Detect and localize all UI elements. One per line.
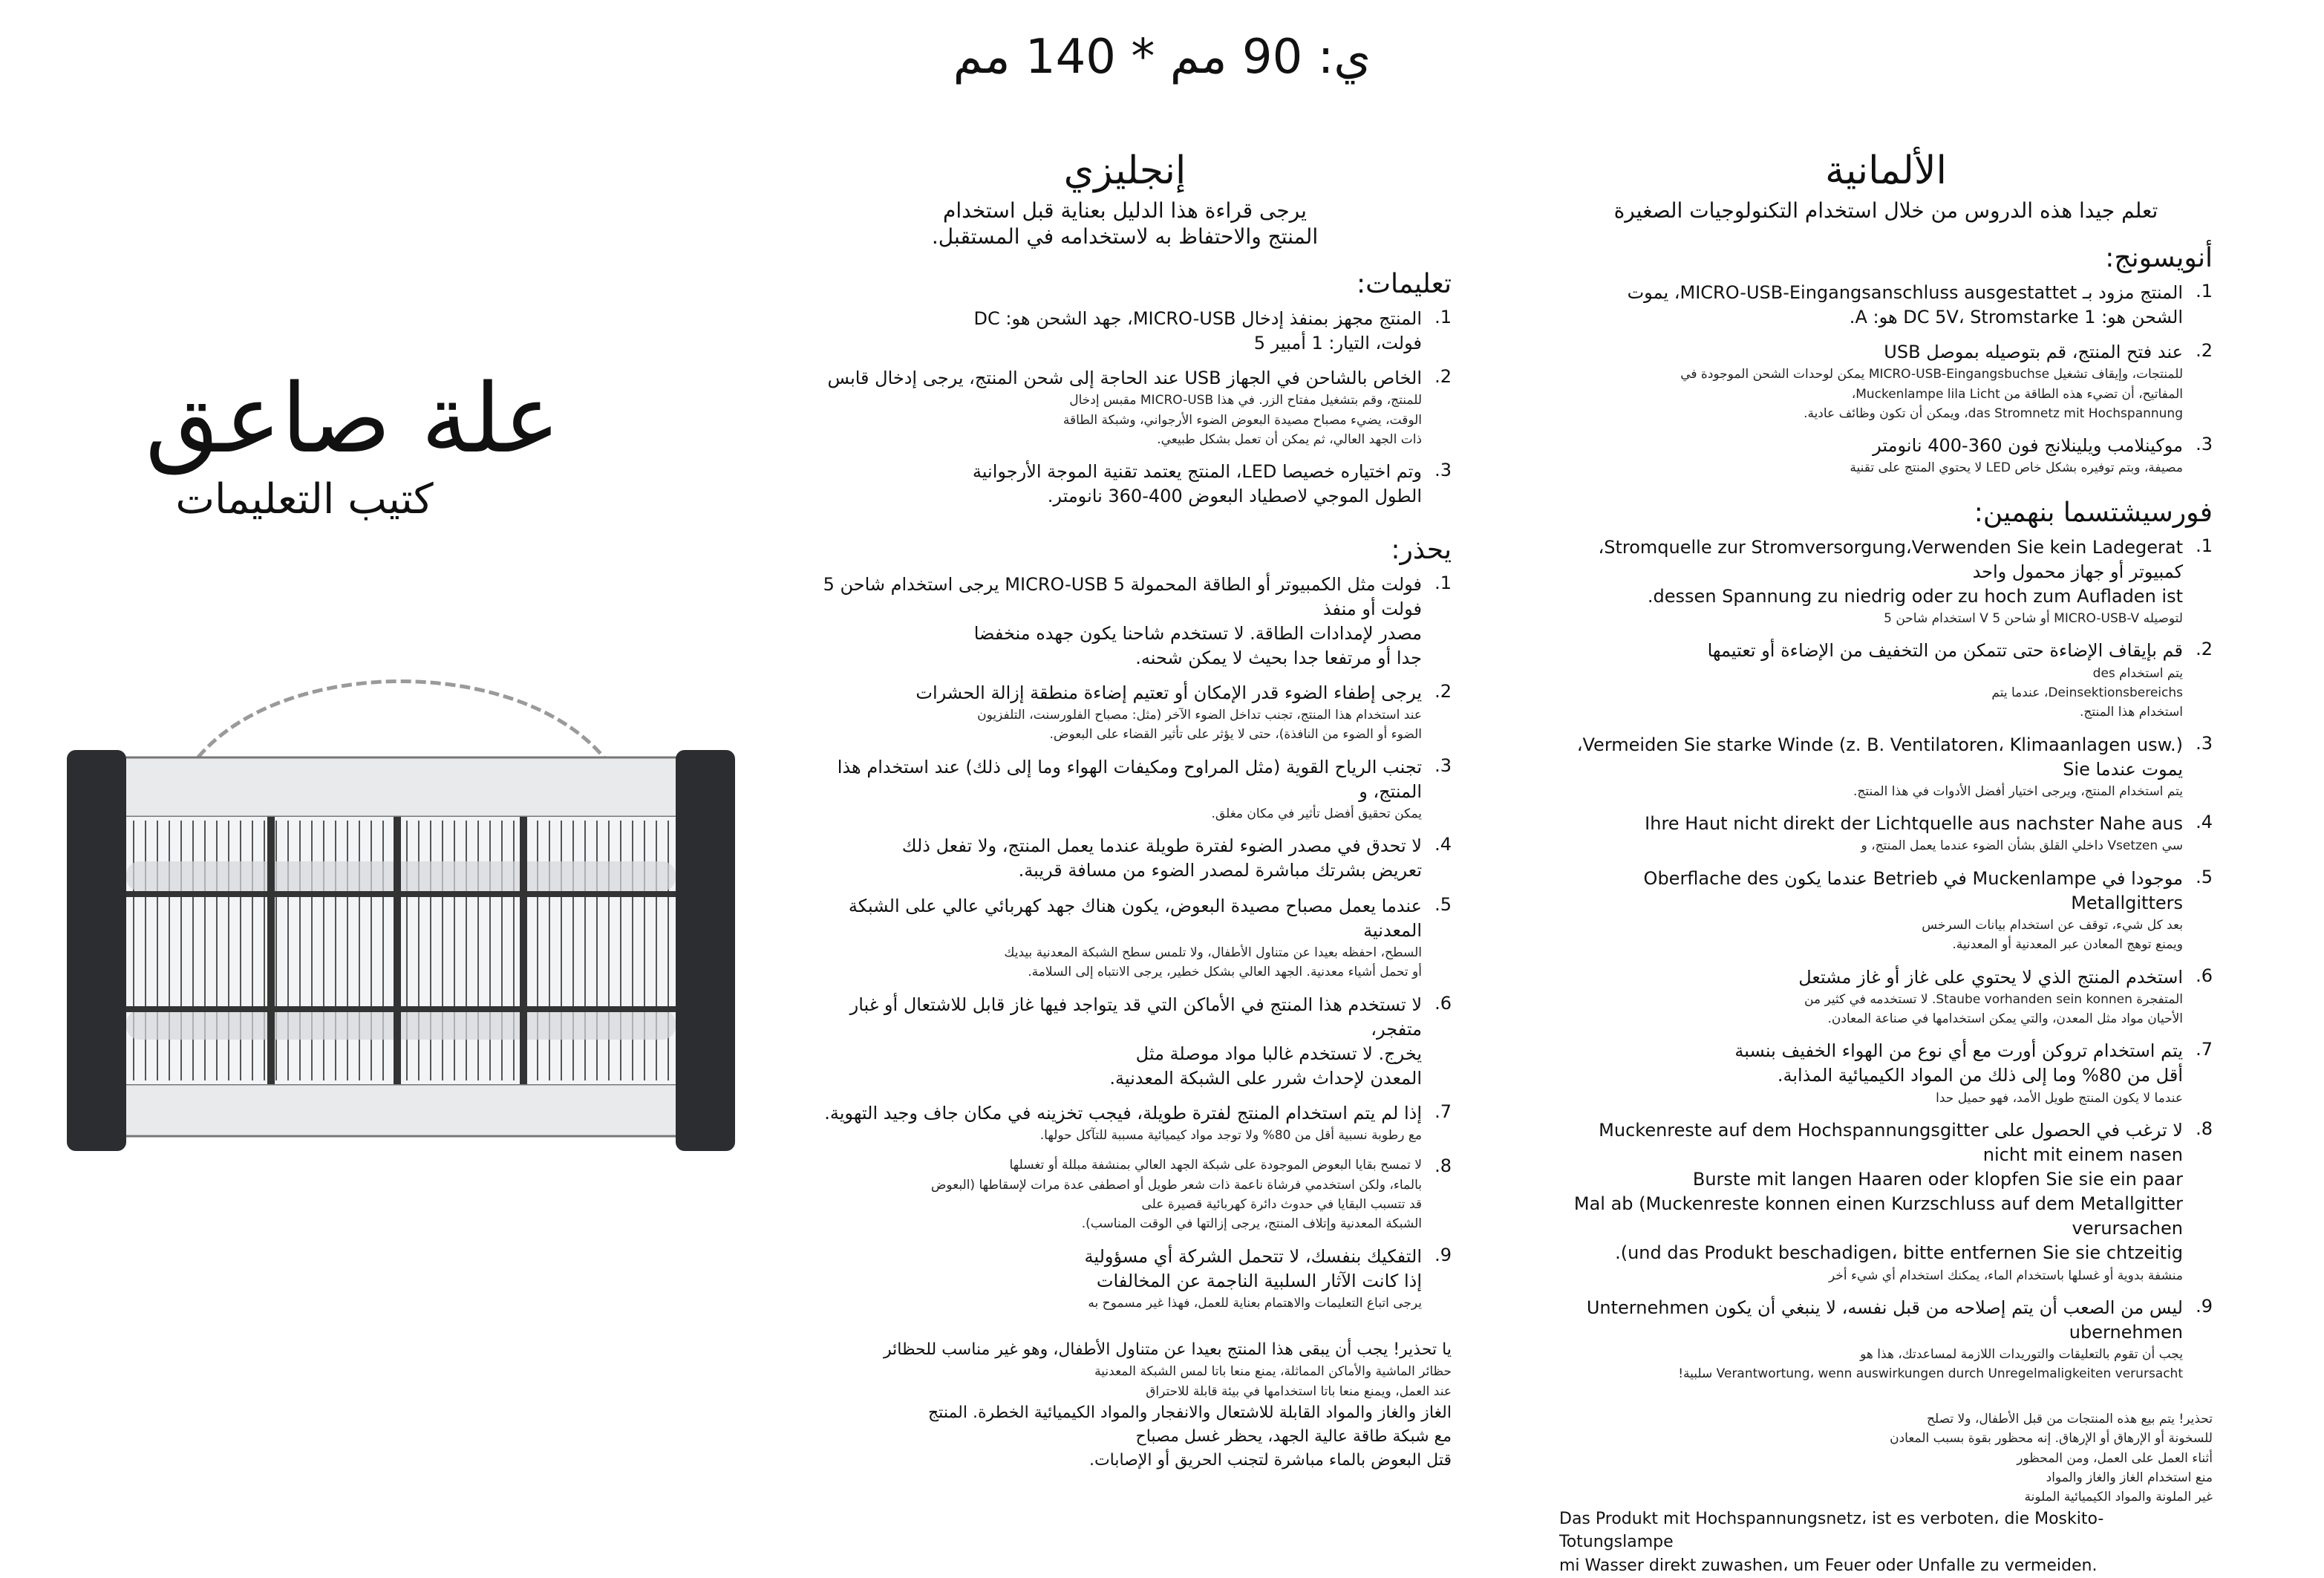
item-text: الطول الموجي لاصطياد البعوض 400-360 نانومتر. [1047,486,1422,507]
item-number: 9. [2196,1295,2213,1317]
item-small-text: الشبكة المعدنية وإتلاف المنتج، يرجى إزالتها في الوقت المناسب). [1081,1216,1422,1232]
item-small-text: السطح، احفظه بعيدا عن متناول الأطفال، ولا تلمس سطح الشبكة المعدنية بيديك [1004,945,1422,960]
item-text: التفكيك بنفسك، لا تتحمل الشركة أي مسؤولية [1084,1245,1422,1267]
caution-line: mi Wasser direkt zuwashen، um Feuer oder Unfalle zu vermeiden. [1559,1556,2098,1576]
list-item [798,366,1452,449]
dimensions-text: ي: 90 مم * 140 مم [953,30,1371,85]
item-number: 8. [2196,1118,2213,1139]
item-number: 1. [1434,572,1452,593]
english-intro [798,198,1452,250]
caution-small-line: للسخونة أو الإرهاق أو الإرهاق. إنه محظور بقوة بسبب المعادن [1890,1431,2213,1447]
item-text: und das Produkt beschadigen، bitte entfernen Sie sie chtzeitig). [1615,1242,2183,1264]
caution-small-line: حظائر الماشية والأماكن المماثلة، يمنع منعا باتا لمس الشبكة المعدنية [1094,1364,1452,1380]
german-warnings-heading: فورسيشتسما بنهمين: [1974,497,2213,528]
caution-line: Das Produkt mit Hochspannungsnetz، ist es verboten، die Moskito- Totungslampe [1559,1509,2104,1552]
list-item [1559,639,2213,722]
item-number: 3. [2196,434,2213,455]
item-small-text: بالماء، ولكن استخدمي فرشاة ناعمة ذات شعر طويل أو اصطفى عدة مرات لإسقاطها (البعوض [930,1177,1422,1193]
german-instructions-list [1559,281,2213,478]
item-text: ليس من الصعب أن يتم إصلاحه من قبل نفسه، لا ينبغي أن يكون Unternehmen ubernehmen [1586,1297,2183,1343]
list-item [1559,434,2213,477]
item-text: فولت، التيار: 1 أمبير 5 [1253,333,1422,354]
item-text: عند فتح المنتج، قم بتوصيله بموصل USB [1884,342,2183,363]
item-text: استخدم المنتج الذي لا يحتوي على غاز أو غاز مشتعل [1798,966,2183,988]
caution-small-line: غير الملونة والمواد الكيميائية الملونة [2024,1490,2213,1505]
list-item [798,1101,1452,1145]
list-item [1559,1295,2213,1384]
list-item [798,460,1452,509]
item-small-text: للمنتجات، وإيقاف تشغيل MICRO-USB-Eingangsbuchse يمكن لوحدات الشحن الموجودة في [1680,367,2183,382]
item-number: 4. [2196,812,2213,833]
item-text: موجودا في Muckenlampe في Betrieb عندما يكون Oberflache des Metallgitters [1643,867,2183,913]
item-text: dessen Spannung zu niedrig oder zu hoch zum Aufladen ist. [1647,586,2183,607]
item-text: تجنب الرياح القوية (مثل المراوح ومكيفات الهواء وما إلى ذلك) عند استخدام هذا المنتج، و [837,756,1422,802]
item-number: 9. [1434,1244,1452,1265]
cover-subtitle: كتيب التعليمات [175,475,434,524]
item-text: جدا أو مرتفعا جدا بحيث لا يمكن شحنه. [1135,647,1422,668]
item-small-text: يرجى اتباع التعليمات والاهتمام بعناية للعمل، فهذا غير مسموح به [1088,1295,1422,1311]
item-small-text: المتفجرة Staube vorhanden sein konnen. لا تستخدمه في كثير من [1804,991,2183,1007]
caution-line: يا تحذير! يجب أن يبقى هذا المنتج بعيدا عن متناول الأطفال، وهو غير مناسب للحظائر [884,1340,1452,1360]
item-number: 2. [1434,681,1452,702]
item-small-text: المفاتيح، أن تضيء هذه الطاقة من Muckenlampe lila Licht، [1851,386,2183,402]
item-small-text: سي Vsetzen داخلي القلق بشأن الضوء عندما يعمل المنتج، و [1861,838,2183,854]
item-small-text: يجب أن تقوم بالتعليقات والتوريدات اللازمة لمساعدتك، هذا هو [1860,1347,2183,1363]
intro-line: تعلم جيدا هذه الدروس من خلال استخدام التكنولوجيات الصغيرة [1613,198,2158,223]
item-text: Vermeiden Sie starke Winde (z. B. Ventilatoren، Klimaanlagen usw.)، يموت عندما Sie [1576,734,2183,780]
item-text: الخاص بالشاحن في الجهاز USB عند الحاجة إلى شحن المنتج، يرجى إدخال قابس [827,368,1422,389]
item-text: Mal ab (Muckenreste konnen einen Kurzschluss auf dem Metallgitter verursachen [1573,1193,2183,1239]
list-item [1559,340,2213,423]
english-instructions-heading: تعليمات: [1357,269,1452,299]
mosquito-zapper-image [45,572,757,1196]
item-text: يخرج. لا تستخدم غالبا مواد موصلة مثل [1135,1043,1422,1064]
item-small-text: الوقت، يضيء مصباح مصيدة البعوض الضوء الأرجواني، وشبكة الطاقة [1063,412,1422,428]
english-instructions-list [798,307,1452,509]
item-number: 6. [1434,992,1452,1014]
item-number: 1. [2196,281,2213,301]
item-small-text: قد تتسبب البقايا في حدوث دائرة كهربائية قصيرة على [1141,1197,1422,1213]
item-number: 4. [1434,834,1452,855]
item-small-text: استخدام هذا المنتج. [2079,705,2183,720]
item-small-text: لا تمسح بقايا البعوض الموجودة على شبكة الجهد العالي بمنشفة مبللة أو تغسلها [1009,1158,1422,1173]
caution-small-line: تحذير! يتم بيع هذه المنتجات من قبل الأطفال، ولا تصلح [1927,1411,2213,1427]
list-item [1559,965,2213,1029]
item-text: لا تحدق في مصدر الضوء لفترة طويلة عندما يعمل المنتج، ولا تفعل ذلك [901,835,1422,857]
item-text: قم بإيقاف الإضاءة حتى تتمكن من التخفيف من الإضاءة أو تعتيمها [1707,640,2183,662]
caution-small-line: منع استخدام الغاز والغاز والمواد [2046,1470,2213,1485]
list-item [798,834,1452,883]
item-text: المعدن لإحداث شرر على الشبكة المعدنية. [1109,1067,1422,1089]
item-number: 6. [2196,965,2213,986]
item-number: 1. [2196,535,2213,556]
intro-line: المنتج والاحتفاظ به لاستخدامه في المستقبل. [931,224,1319,249]
item-small-text: الأحيان مواد مثل المعدن، والتي يمكن استخدامها في صناعة المعادن. [1827,1011,2183,1026]
item-text: المنتج مجهز بمنفذ إدخال MICRO-USB، جهد الشحن هو: DC [973,308,1422,329]
item-number: 3. [1434,754,1452,776]
item-small-text: لتوصيله MICRO-USB-V أو شاحن 5 V استخدام شاحن 5 [1884,611,2183,627]
item-small-text: مصيفة، وبتم توفيره بشكل خاص LED لا يحتوي المنتج على تقنية [1850,460,2183,476]
item-small-text: يتم استخدام المنتج، ويرجى اختيار أفضل الأدوات في هذا المنتج. [1853,783,2183,799]
item-text: Stromquelle zur Stromversorgung،Verwenden Sie kein Ladegerat، كمبيوتر أو جهاز محمول واحد [1598,536,2183,582]
caution-line: قتل البعوض بالماء مباشرة لتجنب الحريق أو الإصابات. [1088,1450,1452,1470]
item-small-text: ويمنع توهج المعادن عبر المعدنية أو المعدنية. [1952,937,2183,953]
item-text: تعريض بشرتك مباشرة لمصدر الضوء من مسافة قريبة. [1018,860,1422,881]
list-item [798,754,1452,824]
item-text: إذا لم يتم استخدام المنتج لفترة طويلة، فيجب تخزينه في مكان جاف وجيد التهوية. [824,1102,1422,1124]
list-item [1559,535,2213,629]
list-item [1559,732,2213,802]
item-small-text: بعد كل شيء، توقف عن استخدام بيانات السرخس [1922,917,2183,933]
caution-line: الغاز والغاز والمواد القابلة للاشتعال والانفجار والمواد الكيميائية الخطرة. المنتج [927,1403,1452,1422]
item-text: المنتج مزود بـ MICRO-USB-Eingangsanschluss ausgestattet، يموت [1627,282,2183,303]
intro-line: يرجى قراءة هذا الدليل بعناية قبل استخدام [943,198,1307,223]
list-item [798,572,1452,671]
list-item [1559,812,2213,855]
item-number: 1. [1434,307,1452,327]
german-intro [1559,198,2213,224]
item-number: 2. [1434,366,1452,388]
list-item [798,1244,1452,1314]
item-small-text: للمنتج، وقم بتشغيل مفتاح الزر. في هذا MICRO-USB مقبس إدخال [1069,393,1422,408]
english-lang-title: إنجليزي [1063,149,1187,193]
list-item [798,681,1452,745]
item-small-text: das Stromnetz mit Hochspannung، ويمكن أن تكون وظائف عادية. [1804,406,2183,422]
item-small-text: أو تحمل أشياء معدنية. الجهد العالي بشكل خطير، يرجى الانتباه إلى السلامة. [1028,965,1422,980]
item-text: Ihre Haut nicht direkt der Lichtquelle aus nachster Nahe aus [1645,813,2183,835]
item-number: 8. [1434,1155,1452,1177]
list-item [1559,1118,2213,1285]
german-warnings-list [1559,535,2213,1384]
item-small-text: Verantwortung، wenn auswirkungen durch Unregelmaligkeiten verursacht سلبية! [1678,1366,2183,1382]
item-text: يتم استخدام تروكن أورت مع أي نوع من الهواء الخفيف بنسبة [1734,1040,2183,1062]
list-item [1559,1039,2213,1108]
german-caution-block [1559,1409,2213,1578]
item-small-text: يمكن تحقيق أفضل تأثير في مكان مغلق. [1211,806,1422,822]
item-small-text: الضوء أو الضوء من النافذة)، حتى لا يؤثر على تأثير القضاء على البعوض. [1049,727,1422,743]
item-text: موكينلامب ويلينلانج فون 360-400 نانومتر [1873,435,2183,457]
caution-small-line: أثناء العمل على العمل، ومن المحظور [2017,1450,2213,1466]
list-item [798,893,1452,982]
item-number: 3. [2196,732,2213,754]
item-number: 3. [1434,460,1452,481]
item-text: لا ترغب في الحصول على Muckenreste auf dem Hochspannungsgitter nicht mit einem nasen [1599,1119,2183,1166]
item-text: إذا كانت الآثار السلبية الناجمة عن المخالفات [1096,1270,1422,1291]
german-instructions-heading: أنويسونج: [2105,243,2213,273]
cover-title: علة صاعق [145,364,561,475]
item-text: فولت مثل الكمبيوتر أو الطاقة المحمولة MICRO-USB 5 يرجى استخدام شاحن 5 فولت أو منفذ [823,573,1422,619]
item-small-text: Deinsektionsbereichs، عندما يتم [1991,685,2183,700]
english-caution-block [798,1338,1452,1472]
item-small-text: عند استخدام هذا المنتج، تجنب تداخل الضوء الآخر (مثل: مصباح الفلورسنت، التلفزيون [977,708,1422,723]
item-text: أقل من 80% وما إلى ذلك من المواد الكيميائية المذابة. [1777,1065,2183,1086]
item-text: وتم اختياره خصيصا LED، المنتج يعتمد تقنية الموجة الأرجوانية [972,461,1422,483]
item-text: يرجى إطفاء الضوء قدر الإمكان أو تعتيم إضاءة منطقة إزالة الحشرات [915,682,1422,704]
item-small-text: يتم استخدام des [2092,665,2183,681]
german-column [1559,149,2213,1578]
list-item [798,992,1452,1091]
item-number: 2. [2196,340,2213,362]
english-warnings-heading: يحذر: [1391,534,1452,565]
item-number: 7. [2196,1039,2213,1060]
english-warnings-list [798,573,1452,1314]
item-small-text: عندما لا يكون المنتج طويل الأمد، فهو حميل حدا [1936,1090,2183,1106]
item-number: 5. [1434,893,1452,915]
item-text: الشحن هو: DC 5V، Stromstarke 1 هو: A. [1849,307,2183,328]
caution-small-line: عند العمل، ويمنع منعا باتا استخدامها في بيئة قابلة للاحتراق [1146,1383,1452,1399]
item-text: مصدر لإمدادات الطاقة. لا تستخدم شاحنا يكون جهده منخفضا [973,622,1422,644]
item-small-text: ذات الجهد العالي، ثم يمكن أن تعمل بشكل طبيعي. [1157,432,1422,448]
caution-line: مع شبكة طاقة عالية الجهد، يحظر غسل مصباح [1135,1427,1452,1446]
german-lang-title: الألمانية [1825,149,1947,193]
item-text: لا تستخدم هذا المنتج في الأماكن التي قد يتواجد فيها غاز قابل للاشتعال أو غبار متفجر، [849,994,1422,1040]
item-text: عندما يعمل مصباح مصيدة البعوض، يكون هناك جهد كهربائي عالي على الشبكة المعدنية [848,895,1422,941]
item-text: Burste mit langen Haaren oder klopfen Sie sie ein paar [1692,1169,2183,1190]
list-item [1559,281,2213,330]
english-column [798,149,1452,1473]
list-item [798,307,1452,356]
item-small-text: مع رطوبة نسبية أقل من 80% ولا توجد مواد كيميائية مسببة للتآكل حولها. [1039,1128,1422,1144]
item-number: 5. [2196,866,2213,887]
list-item [1559,866,2213,955]
item-number: 7. [1434,1101,1452,1122]
list-item [798,1155,1452,1233]
item-small-text: منشفة بدوية أو غسلها باستخدام الماء، يمكنك استخدام أي شيء أخر [1828,1268,2183,1283]
item-number: 2. [2196,639,2213,660]
